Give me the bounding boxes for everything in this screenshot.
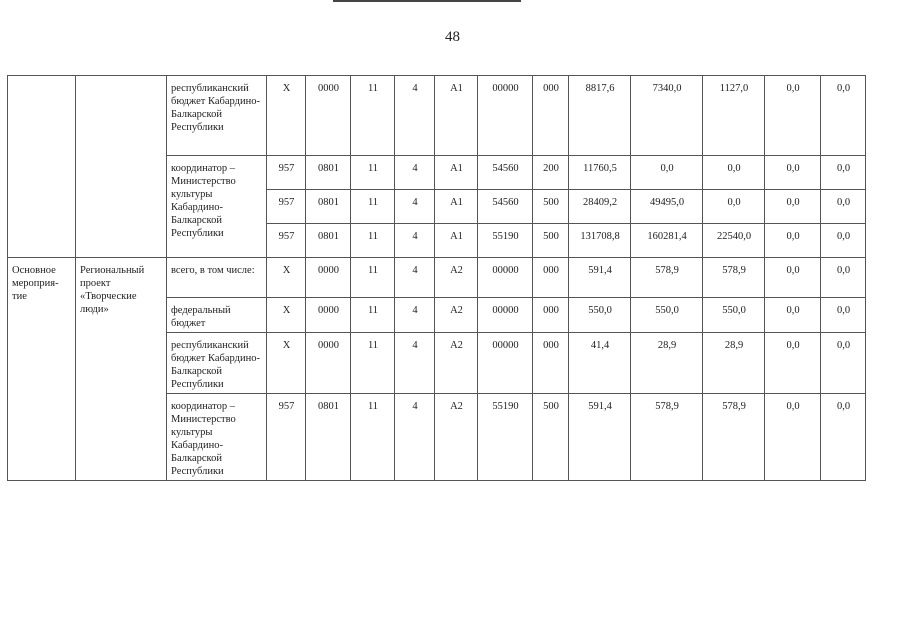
value-cell: 550,0 — [703, 298, 765, 333]
value-cell: 4 — [395, 258, 435, 298]
value-cell: A1 — [435, 156, 478, 190]
value-cell: 0,0 — [703, 190, 765, 224]
value-cell: 200 — [533, 156, 569, 190]
value-cell: 4 — [395, 394, 435, 481]
value-cell: 1127,0 — [703, 76, 765, 156]
value-cell: A2 — [435, 333, 478, 394]
value-cell: 4 — [395, 298, 435, 333]
value-cell: 0,0 — [821, 258, 866, 298]
value-cell: 0,0 — [765, 258, 821, 298]
value-cell: 160281,4 — [631, 224, 703, 258]
project-name-cell — [76, 76, 167, 258]
event-type-cell: Основное мероприя-тие — [8, 258, 76, 481]
value-cell: 0,0 — [703, 156, 765, 190]
value-cell: 28,9 — [703, 333, 765, 394]
funding-source-cell: республиканский бюджет Кабардино-Балкарской Республики — [167, 76, 267, 156]
value-cell: 0801 — [306, 394, 351, 481]
value-cell: 54560 — [478, 190, 533, 224]
value-cell: 49495,0 — [631, 190, 703, 224]
value-cell: 0801 — [306, 224, 351, 258]
value-cell: 0,0 — [765, 333, 821, 394]
value-cell: 550,0 — [569, 298, 631, 333]
value-cell: A1 — [435, 224, 478, 258]
value-cell: 578,9 — [703, 258, 765, 298]
value-cell: 00000 — [478, 76, 533, 156]
value-cell: 0,0 — [821, 224, 866, 258]
funding-source-cell: федеральный бюджет — [167, 298, 267, 333]
value-cell: 4 — [395, 333, 435, 394]
value-cell: 500 — [533, 190, 569, 224]
value-cell: 11 — [351, 156, 395, 190]
value-cell: 4 — [395, 224, 435, 258]
funding-source-cell: всего, в том числе: — [167, 258, 267, 298]
value-cell: 11 — [351, 298, 395, 333]
value-cell: 28409,2 — [569, 190, 631, 224]
value-cell: X — [267, 333, 306, 394]
event-type-cell — [8, 76, 76, 258]
value-cell: 0,0 — [821, 156, 866, 190]
value-cell: 500 — [533, 394, 569, 481]
funding-source-cell: координатор – Министерство культуры Кабардино-Балкарской Республики — [167, 156, 267, 258]
value-cell: 22540,0 — [703, 224, 765, 258]
value-cell: 578,9 — [631, 394, 703, 481]
value-cell: 0,0 — [631, 156, 703, 190]
value-cell: X — [267, 76, 306, 156]
top-rule — [333, 0, 521, 2]
value-cell: 000 — [533, 298, 569, 333]
value-cell: 957 — [267, 156, 306, 190]
value-cell: 000 — [533, 76, 569, 156]
value-cell: 000 — [533, 258, 569, 298]
value-cell: 11 — [351, 258, 395, 298]
value-cell: 0801 — [306, 156, 351, 190]
value-cell: 131708,8 — [569, 224, 631, 258]
value-cell: 957 — [267, 190, 306, 224]
value-cell: 500 — [533, 224, 569, 258]
value-cell: 000 — [533, 333, 569, 394]
value-cell: 957 — [267, 224, 306, 258]
value-cell: 0,0 — [765, 76, 821, 156]
value-cell: 11 — [351, 190, 395, 224]
value-cell: 11 — [351, 333, 395, 394]
value-cell: 11760,5 — [569, 156, 631, 190]
value-cell: 0,0 — [765, 190, 821, 224]
value-cell: 0,0 — [821, 298, 866, 333]
value-cell: 0,0 — [765, 224, 821, 258]
value-cell: 11 — [351, 394, 395, 481]
project-name-cell: Региональный проект «Творческие люди» — [76, 258, 167, 481]
value-cell: 957 — [267, 394, 306, 481]
value-cell: 0000 — [306, 298, 351, 333]
value-cell: 591,4 — [569, 394, 631, 481]
value-cell: 0,0 — [821, 333, 866, 394]
value-cell: A1 — [435, 190, 478, 224]
value-cell: A2 — [435, 258, 478, 298]
value-cell: 11 — [351, 224, 395, 258]
value-cell: 0,0 — [765, 394, 821, 481]
value-cell: A2 — [435, 298, 478, 333]
table-row — [8, 76, 866, 156]
value-cell: 00000 — [478, 298, 533, 333]
value-cell: X — [267, 298, 306, 333]
value-cell: 11 — [351, 76, 395, 156]
value-cell: 41,4 — [569, 333, 631, 394]
value-cell: A1 — [435, 76, 478, 156]
value-cell: 00000 — [478, 333, 533, 394]
value-cell: 0000 — [306, 333, 351, 394]
value-cell: 0000 — [306, 258, 351, 298]
value-cell: 578,9 — [631, 258, 703, 298]
value-cell: 55190 — [478, 224, 533, 258]
value-cell: 0,0 — [821, 76, 866, 156]
value-cell: 0801 — [306, 190, 351, 224]
value-cell: 55190 — [478, 394, 533, 481]
value-cell: 28,9 — [631, 333, 703, 394]
value-cell: 0,0 — [821, 190, 866, 224]
budget-table — [7, 75, 866, 481]
page-number: 48 — [445, 29, 460, 45]
value-cell: A2 — [435, 394, 478, 481]
value-cell: 550,0 — [631, 298, 703, 333]
value-cell: 591,4 — [569, 258, 631, 298]
value-cell: 578,9 — [703, 394, 765, 481]
value-cell: 0,0 — [765, 298, 821, 333]
funding-source-cell: координатор – Министерство культуры Кабардино-Балкарской Республики — [167, 394, 267, 481]
value-cell: 4 — [395, 76, 435, 156]
value-cell: 4 — [395, 156, 435, 190]
value-cell: 0000 — [306, 76, 351, 156]
table-row — [8, 258, 866, 298]
funding-source-cell: республиканский бюджет Кабардино-Балкарской Республики — [167, 333, 267, 394]
value-cell: X — [267, 258, 306, 298]
value-cell: 7340,0 — [631, 76, 703, 156]
value-cell: 0,0 — [765, 156, 821, 190]
value-cell: 8817,6 — [569, 76, 631, 156]
value-cell: 4 — [395, 190, 435, 224]
value-cell: 00000 — [478, 258, 533, 298]
value-cell: 0,0 — [821, 394, 866, 481]
value-cell: 54560 — [478, 156, 533, 190]
